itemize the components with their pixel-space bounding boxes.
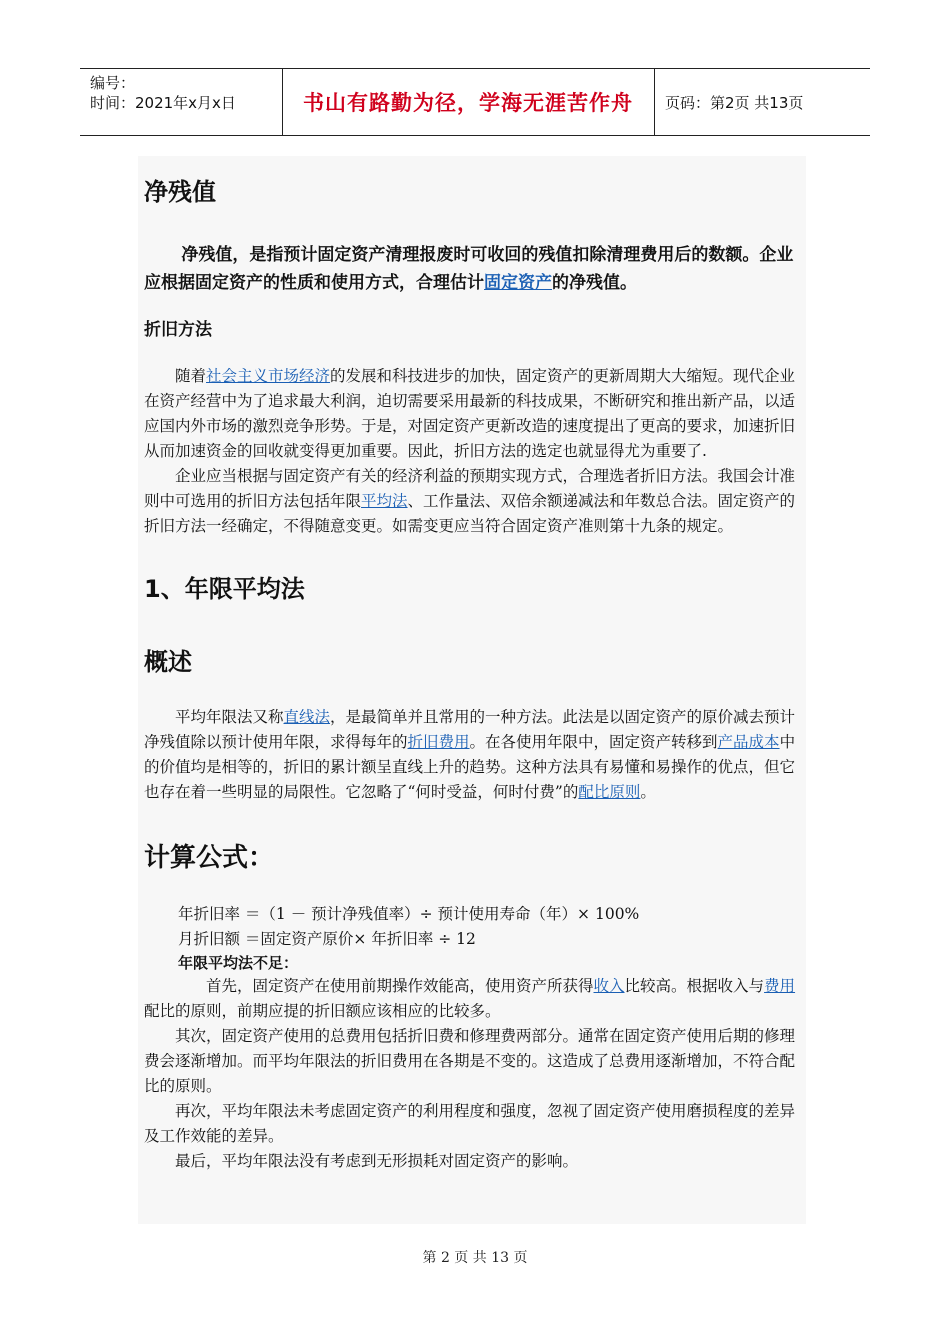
link-straight-line-method[interactable]: 直线法 [283, 708, 331, 726]
heading-formula: 计算公式： [144, 843, 275, 873]
text-span: 企业应当根据与固定资产有关的经济利益的预期实现方式，合理选者折旧方法。我国会计准则中可选用的折旧方法包括年限 [144, 467, 796, 510]
formula-monthly-amount: 月折旧额 ＝固定资产原价× 年折旧率 ÷ 12 [178, 930, 476, 948]
heading-straight-line: 1、年限平均法 [144, 575, 305, 603]
page-footer: 第 2 页 共 13 页 [422, 1250, 528, 1266]
text-span: 中的价值均是相等的，折旧的累计额呈直线上升的趋势。这种方法具有易懂和易操作的优点，但它也存在着一些明显的局限性。它忽略了“何时受益，何时付费”的 [144, 733, 796, 801]
header-page-info: 页码：第2页 共13页 [665, 93, 804, 112]
text-span: 随着 [175, 367, 207, 385]
text-span: 的发展和科技进步的加快，固定资产的更新周期大大缩短。现代企业在资产经营中为了追求最大利润，迫切需要采用最新的科技成果，不断研究和推出新产品，以适应国内外市场的激烈竞争形势。于是，对固定资产更新改造的速度提出了更高的要求，加速折旧从而加速资金的回收就变得更加重要。因此，折旧方法的选定也就显得尤为重要了. [144, 367, 796, 460]
text-span: 平均年限法又称 [175, 708, 284, 726]
text-span: 配比的原则，前期应提的折旧额应该相应的比较多。 [144, 1002, 501, 1020]
heading-deficiencies: 年限平均法不足： [178, 954, 299, 972]
methods-paragraph-1 [144, 364, 800, 464]
heading-overview: 概述 [144, 648, 192, 676]
net-residual-paragraph [144, 241, 800, 297]
header-motto: 书山有路勤为径，学海无涯苦作舟 [283, 69, 655, 135]
deficiency-paragraph-4: 最后，平均年限法没有考虑到无形损耗对固定资产的影响。 [175, 1152, 579, 1170]
text-span: 、工作量法、双倍余额递减法和年数总合法。固定资产的折旧方法一经确定，不得随意变更。如需变更应当符合固定资产准则第十九条的规定。 [144, 492, 796, 535]
link-product-cost[interactable]: 产品成本 [717, 733, 780, 751]
text-span: 。在各使用年限中，固定资产转移到 [469, 733, 718, 751]
header-number-label: 编号： [90, 74, 136, 92]
link-socialist-market-economy[interactable]: 社会主义市场经济 [206, 367, 331, 385]
document-body [138, 156, 806, 1224]
deficiency-paragraph-2: 其次，固定资产使用的总费用包括折旧费和修理费两部分。通常在固定资产使用后期的修理费会逐渐增加。而平均年限法的折旧费用在各期是不变的。这造成了总费用逐渐增加，不符合配比的原则。 [144, 1027, 796, 1095]
text-span: 首先，固定资产在使用前期操作效能高，使用资产所获得 [206, 977, 594, 995]
text-span: 的净残值。 [552, 273, 637, 293]
heading-net-residual: 净残值 [144, 178, 216, 206]
text-span: 净残值，是指预计固定资产清理报废时可收回的残值扣除清理费用后的数额。企业应根据固定资产的性质和使用方式，合理估计 [144, 245, 794, 293]
link-fixed-assets[interactable]: 固定资产 [484, 273, 552, 293]
page-header [80, 68, 870, 136]
heading-depreciation-methods: 折旧方法 [144, 320, 212, 340]
link-expense[interactable]: 费用 [764, 977, 796, 995]
link-income[interactable]: 收入 [593, 977, 625, 995]
deficiency-paragraph-3: 再次，平均年限法未考虑固定资产的利用程度和强度，忽视了固定资产使用磨损程度的差异及工作效能的差异。 [144, 1102, 796, 1145]
header-time-label: 时间：2021年x月x日 [90, 94, 236, 112]
header-left-cell [80, 69, 283, 135]
deficiency-paragraph-1 [144, 974, 800, 1024]
link-average-method[interactable]: 平均法 [361, 492, 408, 510]
overview-paragraph [144, 705, 800, 805]
text-span: ，是最简单并且常用的一种方法。此法是以固定资产的原价减去预计净残值除以预计使用年限，求得每年的 [144, 708, 796, 751]
methods-paragraph-2 [144, 464, 800, 539]
link-depreciation-expense[interactable]: 折旧费用 [407, 733, 470, 751]
formula-annual-rate: 年折旧率 ＝（1 － 预计净残值率）÷ 预计使用寿命（年）× 100% [178, 905, 640, 923]
text-span: 比较高。根据收入与 [624, 977, 765, 995]
text-span: 。 [640, 783, 656, 801]
link-matching-principle[interactable]: 配比原则 [578, 783, 641, 801]
